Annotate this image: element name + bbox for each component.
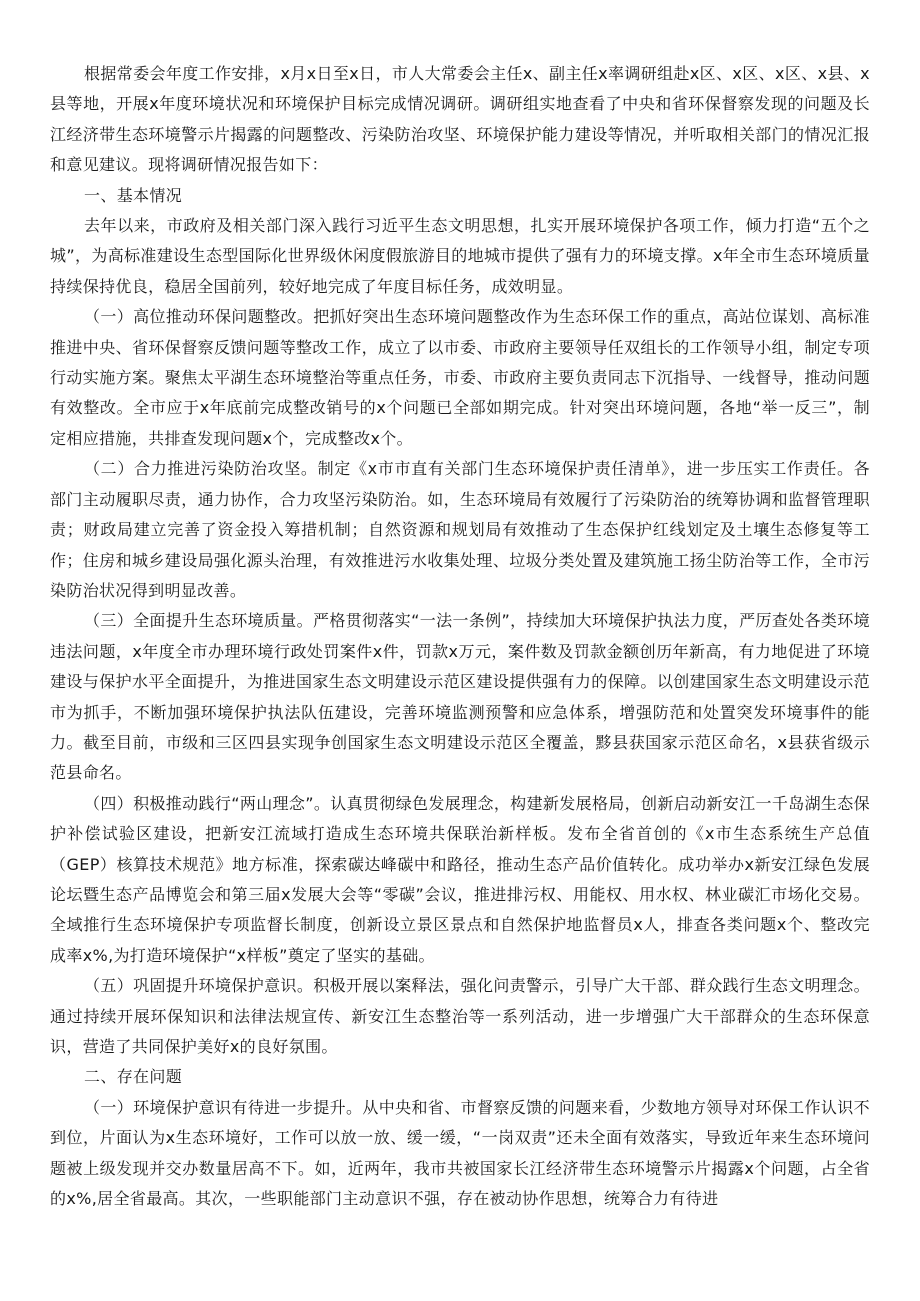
problem1-paragraph: （一）环境保护意识有待进一步提升。从中央和省、市督察反馈的问题来看，少数地方领导对环保工作认识不到位，片面认为x生态环境好，工作可以放一放、缓一缓，“一岗双责”还未全面有效落实，导致近年来生态环境问题被上级发现并交办数量居高不下。如，近两年，我市共被国家长江经济带生态环境警示片揭露x个问题，占全省的x%,居全省最高。其次，一些职能部门主动意识不强，存在被动协作思想，统筹合力有待进 bbox=[50, 1097, 870, 1209]
item1-paragraph: （一）高位推动环保问题整改。把抓好突出生态环境问题整改作为生态环保工作的重点，高站位谋划、高标准推进中央、省环保督察反馈问题等整改工作，成立了以市委、市政府主要领导任双组长的工作领导小组，制定专项行动实施方案。聚焦太平湖生态环境整治等重点任务，市委、市政府主要负责同志下沉指导、一线督导，推动问题有效整改。全市应于x年底前完成整改销号的x个问题已全部如期完成。针对突出环境问题，各地“举一反三”，制定相应措施，共排查发现问题x个，完成整改x个。 bbox=[50, 307, 870, 448]
intro-paragraph: 根据常委会年度工作安排，x月x日至x日，市人大常委会主任x、副主任x率调研组赴x区、x区、x区、x县、x县等地，开展x年度环境状况和环境保护目标完成情况调研。调研组实地查看了中央和省环保督察发现的问题及长江经济带生态环境警示片揭露的问题整改、污染防治攻坚、环境保护能力建设等情况，并听取相关部门的情况汇报和意见建议。现将调研情况报告如下： bbox=[50, 64, 870, 175]
section-heading-existing-problems: 二、存在问题 bbox=[84, 1067, 183, 1087]
item3-paragraph: （三）全面提升生态环境质量。严格贯彻落实“一法一条例”，持续加大环境保护执法力度，严厉查处各类环境违法问题，x年度全市办理环境行政处罚案件x件，罚款x万元，案件数及罚款金额创历年新高，有力地促进了环境建设与保护水平全面提升，为推进国家生态文明建设示范区建设提供强有力的保障。以创建国家生态文明建设示范市为抓手，不断加强环境保护执法队伍建设，完善环境监测预警和应急体系，增强防范和处置突发环境事件的能力。截至目前，市级和三区四县实现争创国家生态文明建设示范区全覆盖，黟县获国家示范区命名，x县获省级示范县命名。 bbox=[50, 611, 870, 783]
item2-paragraph: （二）合力推进污染防治攻坚。制定《x市市直有关部门生态环境保护责任清单》，进一步压实工作责任。各部门主动履职尽责，通力协作，合力攻坚污染防治。如，生态环境局有效履行了污染防治的统筹协调和监督管理职责；财政局建立完善了资金投入筹措机制；自然资源和规划局有效推动了生态保护红线划定及土壤生态修复等工作；住房和城乡建设局强化源头治理，有效推进污水收集处理、垃圾分类处置及建筑施工扬尘防治等工作，全市污染防治状况得到明显改善。 bbox=[50, 459, 870, 600]
item5-paragraph: （五）巩固提升环境保护意识。积极开展以案释法，强化问责警示，引导广大干部、群众践行生态文明理念。通过持续开展环保知识和法律法规宣传、新安江生态整治等一系列活动，进一步增强广大干部群众的生态环保意识，营造了共同保护美好x的良好氛围。 bbox=[50, 976, 870, 1056]
section1-intro-paragraph: 去年以来，市政府及相关部门深入践行习近平生态文明思想，扎实开展环境保护各项工作，倾力打造“五个之城”，为高标准建设生态型国际化世界级休闲度假旅游目的地城市提供了强有力的环境支撑。x年全市生态环境质量持续保持优良，稳居全国前列，较好地完成了年度目标任务，成效明显。 bbox=[50, 216, 870, 296]
item4-paragraph: （四）积极推动践行“两山理念”。认真贯彻绿色发展理念，构建新发展格局，创新启动新安江一千岛湖生态保护补偿试验区建设，把新安江流域打造成生态环境共保联治新样板。发布全省首创的《x市生态系统生产总值（GEP）核算技术规范》地方标准，探索碳达峰碳中和路径，推动生态产品价值转化。成功举办x新安江绿色发展论坛暨生态产品博览会和第三届x发展大会等“零碳”会议，推进排污权、用能权、用水权、林业碳汇市场化交易。全域推行生态环境保护专项监督长制度，创新设立景区景点和自然保护地监督员x人，排查各类问题x个、整改完成率x%,为打造环境保护“x样板”奠定了坚实的基础。 bbox=[50, 793, 870, 965]
section-heading-basic-situation: 一、基本情况 bbox=[84, 185, 183, 205]
